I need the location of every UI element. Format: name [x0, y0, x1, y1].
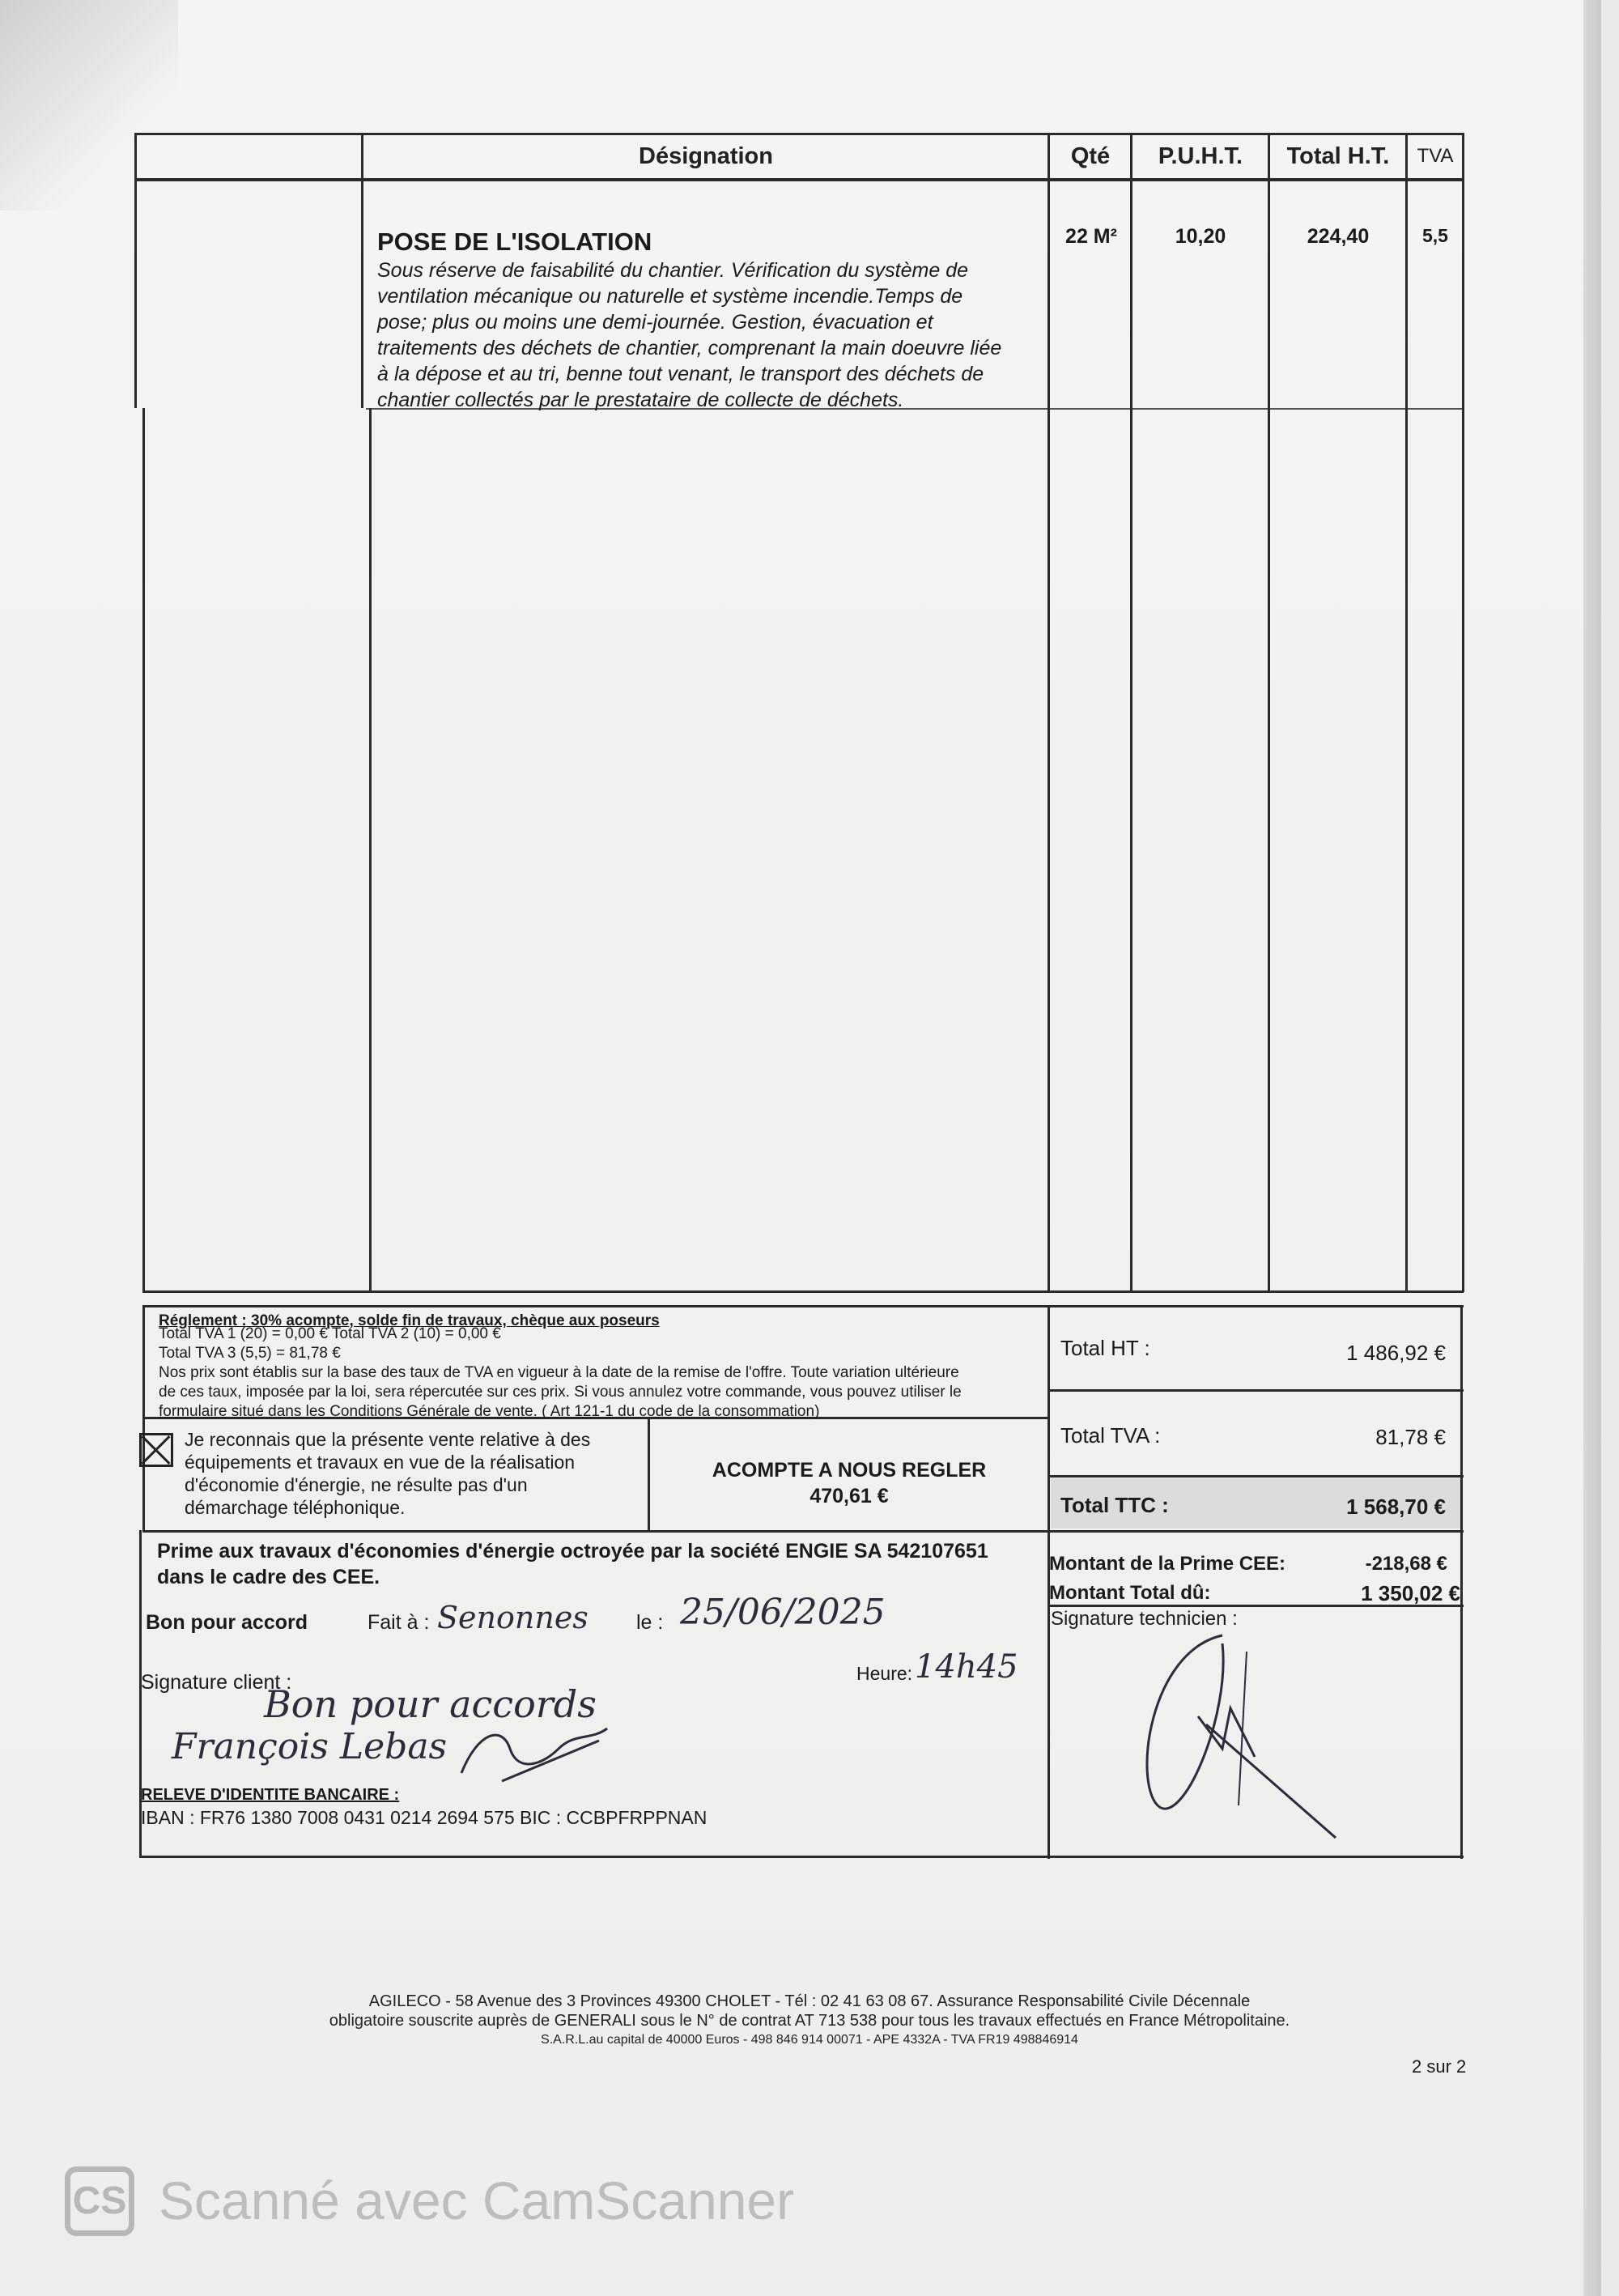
camscanner-watermark: Scanné avec CamScanner [159, 2171, 795, 2230]
row-tva: 5,5 [1422, 225, 1448, 246]
fait-label: Fait à : [368, 1611, 430, 1634]
description-line: Sous réserve de faisabilité du chantier. Vérification du système de [377, 259, 969, 282]
due-label: Montant Total dû: [1049, 1582, 1211, 1604]
row-title: POSE DE L'ISOLATION [377, 227, 652, 256]
rib-iban: IBAN : FR76 1380 7008 0431 0214 2694 575 BIC : CCBPFRPPNAN [141, 1807, 708, 1828]
heure-label: Heure: [856, 1663, 913, 1684]
reglement-block [159, 1312, 1041, 1422]
rib-title: RELEVE D'IDENTITE BANCAIRE : [141, 1786, 400, 1804]
ack-line: démarchage téléphonique. [185, 1497, 406, 1518]
camscanner-logo: CS [65, 2166, 134, 2236]
header-designation: Désignation [639, 143, 773, 169]
le-label: le : [636, 1611, 664, 1634]
cee-label: Montant de la Prime CEE: [1049, 1553, 1286, 1575]
prime-line-1: Prime aux travaux d'économies d'énergie octroyée par la société ENGIE SA 542107651 [157, 1540, 988, 1563]
description-line: chantier collectés par le prestataire de collecte de déchets. [377, 389, 904, 411]
signature-client-label: Signature client : [141, 1671, 292, 1694]
acompte-value: 470,61 € [810, 1485, 889, 1507]
total-ht-value: 1 486,92 € [1346, 1341, 1446, 1365]
due-value: 1 350,02 € [1361, 1581, 1460, 1605]
footer-line-1: AGILECO - 58 Avenue des 3 Provinces 49300 CHOLET - Tél : 02 41 63 08 67. Assurance Responsabilité Civile Décennale [368, 1992, 1251, 2010]
heure-value: 14h45 [915, 1648, 1018, 1686]
ack-line: équipements et travaux en vue de la réalisation [185, 1452, 576, 1473]
acknowledgement-text [185, 1428, 638, 1519]
handwritten-bon-pour-accords: Bon pour accords [264, 1682, 597, 1726]
prime-line-2: dans le cadre des CEE. [157, 1566, 380, 1588]
reglement-text-1: Nos prix sont établis sur la base des taux de TVA en vigueur à la date de la remise de l'offre. Toute variation ultérieure [159, 1364, 959, 1381]
table-row [377, 227, 1041, 413]
total-ttc-value: 1 568,70 € [1346, 1495, 1446, 1519]
description-line: ventilation mécanique ou naturelle et système incendie.Temps de [377, 285, 963, 308]
reglement-title: Réglement : 30% acompte, solde fin de travaux, chèque aux poseurs [159, 1312, 660, 1329]
reglement-text-2: de ces taux, imposée par la loi, sera répercutée sur ces prix. Si vous annulez votre commande, vous pouvez utiliser le [159, 1384, 962, 1401]
total-ht-label: Total HT : [1060, 1336, 1150, 1360]
total-tva-value: 81,78 € [1375, 1425, 1446, 1449]
header-puht: P.U.H.T. [1158, 143, 1243, 169]
reglement-tva-3: Total TVA 3 (5,5) = 81,78 € [159, 1345, 341, 1362]
row-total-ht: 224,40 [1307, 225, 1370, 248]
total-tva-label: Total TVA : [1060, 1423, 1161, 1448]
description-line: traitements des déchets de chantier, comprenant la main doeuvre liée [377, 337, 1002, 359]
company-footer [243, 1992, 1376, 2050]
reglement-text-3: formulaire situé dans les Conditions Générale de vente. ( Art 121-1 du code de la consommation) [159, 1403, 820, 1420]
description-line: à la dépose et au tri, benne tout venant, le transport des déchets de [377, 363, 984, 385]
acknowledgement-checkbox[interactable] [139, 1433, 173, 1467]
signature-technicien-label: Signature technicien : [1051, 1608, 1238, 1630]
date-value: 25/06/2025 [680, 1592, 886, 1633]
row-puht: 10,20 [1175, 225, 1226, 248]
ack-line: d'économie d'énergie, ne résulte pas d'un [185, 1474, 528, 1495]
client-signature-mark [453, 1716, 615, 1789]
technician-signature [1101, 1619, 1360, 1846]
footer-line-2: obligatoire souscrite auprès de GENERALI sous le N° de contrat AT 713 538 pour tous les travaux effectués en France Métropolitaine. [329, 2012, 1290, 2030]
ack-line: Je reconnais que la présente vente relative à des [185, 1429, 591, 1450]
total-tva-row [1049, 1415, 1462, 1457]
acompte-label: ACOMPTE A NOUS REGLER [712, 1459, 987, 1482]
footer-line-3: S.A.R.L.au capital de 40000 Euros - 498 846 914 00071 - APE 4332A - TVA FR19 498846914 [541, 2033, 1078, 2047]
handwritten-client-name: François Lebas [172, 1726, 448, 1767]
fait-value: Senonnes [437, 1600, 589, 1635]
cee-value: -218,68 € [1365, 1553, 1447, 1575]
page-number: 2 sur 2 [1412, 2056, 1467, 2077]
description-line: pose; plus ou moins une demi-journée. Gestion, évacuation et [377, 311, 933, 334]
total-ht-row [1049, 1328, 1462, 1370]
header-qte: Qté [1070, 143, 1111, 169]
row-qte: 22 M² [1065, 225, 1117, 248]
bon-pour-accord: Bon pour accord [146, 1611, 308, 1634]
header-total-ht: Total H.T. [1286, 143, 1390, 169]
prime-block [157, 1538, 1047, 1590]
total-ttc-row [1049, 1485, 1462, 1527]
row-description [377, 257, 1041, 413]
reglement-tva-1-2: Total TVA 1 (20) = 0,00 € Total TVA 2 (10) = 0,00 € [159, 1325, 501, 1342]
header-tva: TVA [1417, 145, 1454, 167]
page-edge [1583, 0, 1601, 2296]
cee-block [1049, 1550, 1462, 1608]
total-ttc-label: Total TTC : [1060, 1493, 1169, 1517]
acompte-block [652, 1457, 1046, 1509]
